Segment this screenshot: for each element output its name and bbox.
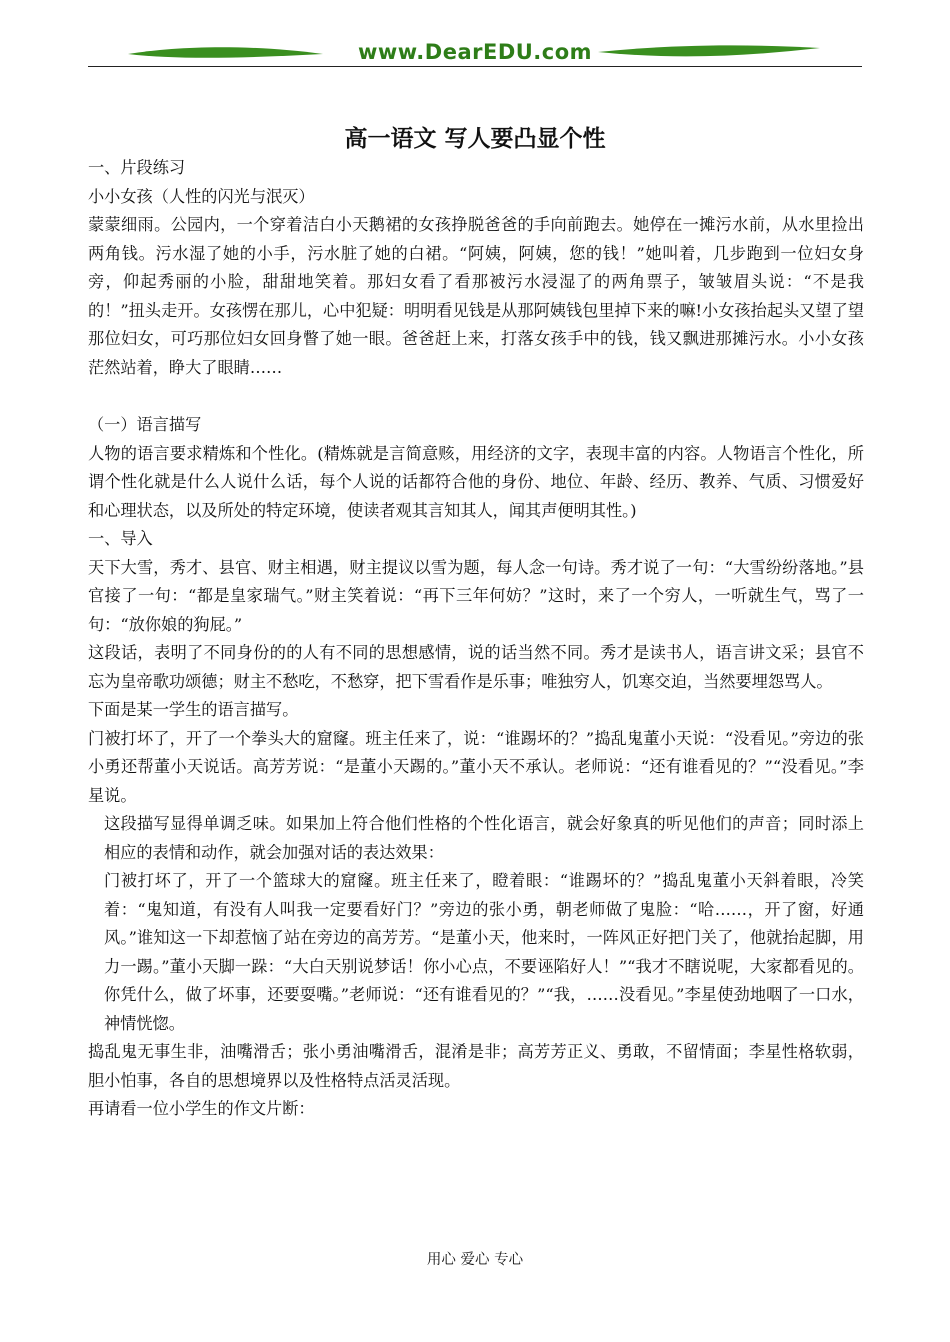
body-paragraph: 这段描写显得单调乏味。如果加上符合他们性格的个性化语言，就会好象真的听见他们的声音；同时添上相应的表情和动作，就会加强对话的表达效果： [104,814,864,862]
body-paragraph: 人物的语言要求精炼和个性化。(精炼就是言简意赅，用经济的文字，表现丰富的内容。人物语言个性化，所谓个性化就是什么人说什么话，每个人说的话都符合他的身份、地位、年龄、经历、教养、气质、习惯爱好和心理状态，以及所处的特定环境，使读者观其言知其人，闻其声便明其性。) [88,443,864,520]
section-heading: 一、导入 [88,529,153,548]
body-paragraph: 这段话，表明了不同身份的的人有不同的思想感情，说的话当然不同。秀才是读书人，语言讲文采；县官不忘为皇帝歌功颂德；财主不愁吃，不愁穿，把下雪看作是乐事；唯独穷人，饥寒交迫，当然要埋怨骂人。 [88,643,864,691]
body-paragraph: 捣乱鬼无事生非，油嘴滑舌；张小勇油嘴滑舌，混淆是非；高芳芳正义、勇敢，不留情面；李星性格软弱，胆小怕事，各自的思想境界以及性格特点活灵活现。 [88,1042,864,1090]
subsection-heading: （一）语言描写 [88,415,202,434]
site-logo-text: www.DearEDU.com [357,40,593,64]
subsection-heading: 小小女孩（人性的闪光与泯灭） [88,186,315,206]
body-paragraph: 再请看一位小学生的作文片断： [88,1099,315,1118]
page-footer: 用心 爱心 专心 [426,1252,524,1268]
body-paragraph: 门被打坏了，开了一个拳头大的窟窿。班主任来了，说：“谁踢坏的？”捣乱鬼董小天说：“没看见。”旁边的张小勇还帮董小天说话。高芳芳说：“是董小天踢的。”董小天不承认。老师说：“还有谁看见的？”“没看见。”李星说。 [88,728,864,805]
header-divider [88,66,862,67]
section-heading: 一、片段练习 [88,158,186,177]
body-paragraph: 下面是某一学生的语言描写。 [88,700,299,719]
body-paragraph: 天下大雪，秀才、县官、财主相遇，财主提议以雪为题，每人念一句诗。秀才说了一句：“大雪纷纷落地。”县官接了一句：“都是皇家瑞气。”财主笑着说：“再下三年何妨？”这时，来了一个穷人，一听就生气，骂了一句：“放你娘的狗屁。” [88,557,864,634]
body-paragraph: 门被打坏了，开了一个篮球大的窟窿。班主任来了，瞪着眼：“谁踢坏的？”捣乱鬼董小天斜着眼，冷笑着：“鬼知道，有没有人叫我一定要看好门？”旁边的张小勇，朝老师做了鬼脸：“哈……，开了窗，好通风。”谁知这一下却惹恼了站在旁边的高芳芳。“是董小天，他来时，一阵风正好把门关了，他就抬起脚，用力一踢。”董小天脚一跺：“大白天别说梦话！你小心点，不要诬陷好人！”“我才不瞎说呢，大家都看见的。你凭什么，做了坏事，还要耍嘴。”老师说：“还有谁看见的？”“我，……没看见。”李星使劲地咽了一口水，神情恍惚。 [104,871,864,1033]
page-title: 高一语文 写人要凸显个性 [344,125,606,152]
story-paragraph: 蒙蒙细雨。公园内，一个穿着洁白小天鹅裙的女孩挣脱爸爸的手向前跑去。她停在一摊污水前，从水里捡出两角钱。污水湿了她的小手，污水脏了她的白裙。“阿姨，阿姨，您的钱！”她叫着，几步跑到一位妇女身旁，仰起秀丽的小脸，甜甜地笑着。那妇女看了看那被污水浸湿了的两角票子，皱皱眉头说：“不是我的！”扭头走开。女孩愣在那儿，心中犯疑：明明看见钱是从那阿姨钱包里掉下来的嘛!小女孩抬起头又望了望那位妇女，可巧那位妇女回身瞥了她一眼。爸爸赶上来，打落女孩手中的钱，钱又飘进那摊污水。小小女孩茫然站着，睁大了眼睛…… [88,215,864,377]
paragraph-spacer [88,382,864,411]
document-body [88,154,864,1124]
